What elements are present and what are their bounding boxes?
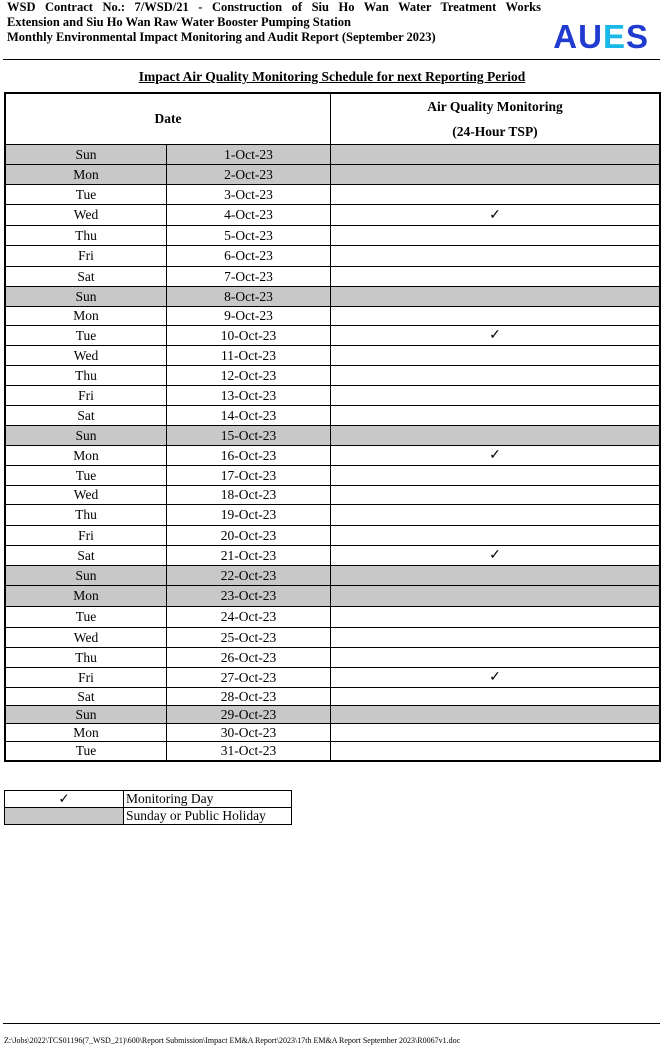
monitoring-cell: [331, 505, 661, 526]
day-cell: Thu: [5, 648, 167, 668]
date-cell: 26-Oct-23: [167, 648, 331, 668]
monitoring-cell: [331, 165, 661, 185]
table-row: [5, 307, 660, 326]
monitoring-cell: [331, 486, 661, 505]
table-row: [5, 386, 660, 406]
day-cell: Sat: [5, 267, 167, 287]
logo-text-tail: S: [625, 18, 649, 55]
date-cell: 21-Oct-23: [167, 546, 331, 566]
date-cell: 27-Oct-23: [167, 668, 331, 688]
day-cell: Thu: [5, 505, 167, 526]
date-cell: 13-Oct-23: [167, 386, 331, 406]
monitoring-cell: [331, 145, 661, 165]
table-row: [5, 165, 660, 185]
day-cell: Sat: [5, 406, 167, 426]
table-row: [5, 326, 660, 346]
monitoring-cell: [331, 346, 661, 366]
monitoring-cell: [331, 546, 661, 566]
day-cell: Fri: [5, 386, 167, 406]
monitoring-cell: [331, 706, 661, 724]
table-row: [5, 406, 660, 426]
day-cell: Wed: [5, 346, 167, 366]
date-cell: 17-Oct-23: [167, 466, 331, 486]
check-icon: ✓: [489, 548, 501, 563]
table-row: [5, 706, 660, 724]
table-row: [5, 287, 660, 307]
day-cell: Sun: [5, 145, 167, 165]
schedule-title-text: Impact Air Quality Monitoring Schedule for next Reporting Period: [138, 69, 526, 84]
legend-monitoring-label: Monitoring Day: [124, 791, 292, 808]
check-icon: ✓: [5, 791, 124, 808]
monitoring-cell: [331, 287, 661, 307]
monitoring-cell: [331, 648, 661, 668]
legend-row-holiday: [5, 808, 292, 825]
monitoring-cell: [331, 426, 661, 446]
holiday-swatch: [5, 808, 124, 825]
table-row: [5, 246, 660, 267]
header-project-line: Extension and Siu Ho Wan Raw Water Booster Pumping Station: [7, 15, 351, 29]
table-row: [5, 446, 660, 466]
monitoring-cell: [331, 267, 661, 287]
date-cell: 4-Oct-23: [167, 205, 331, 226]
date-cell: 11-Oct-23: [167, 346, 331, 366]
date-cell: 19-Oct-23: [167, 505, 331, 526]
date-cell: 14-Oct-23: [167, 406, 331, 426]
table-row: [5, 366, 660, 386]
table-row: [5, 566, 660, 586]
table-row: [5, 486, 660, 505]
day-cell: Mon: [5, 446, 167, 466]
date-cell: 22-Oct-23: [167, 566, 331, 586]
footer-path: Z:\Jobs\2022\TCS01196(7_WSD_21)\600\Report Submission\Impact EM&A Report\2023\17th EM&A Report September 2023\R0067v1.doc: [4, 1036, 461, 1045]
day-cell: Tue: [5, 326, 167, 346]
day-cell: Fri: [5, 246, 167, 267]
table-row: [5, 226, 660, 246]
monitoring-cell: [331, 466, 661, 486]
table-row: [5, 688, 660, 706]
check-icon: ✓: [489, 670, 501, 685]
table-row: [5, 742, 660, 761]
date-cell: 5-Oct-23: [167, 226, 331, 246]
date-cell: 10-Oct-23: [167, 326, 331, 346]
monitoring-cell: [331, 226, 661, 246]
date-cell: 9-Oct-23: [167, 307, 331, 326]
date-cell: 16-Oct-23: [167, 446, 331, 466]
table-row: [5, 628, 660, 648]
date-cell: 28-Oct-23: [167, 688, 331, 706]
day-cell: Wed: [5, 486, 167, 505]
date-cell: 20-Oct-23: [167, 526, 331, 546]
monitoring-header-line2: (24-Hour TSP): [452, 124, 538, 139]
table-row: [5, 205, 660, 226]
table-row: [5, 145, 660, 165]
header-divider: [3, 59, 660, 60]
day-cell: Mon: [5, 586, 167, 607]
date-cell: 1-Oct-23: [167, 145, 331, 165]
table-row: [5, 185, 660, 205]
day-cell: Tue: [5, 607, 167, 628]
date-cell: 2-Oct-23: [167, 165, 331, 185]
date-cell: 15-Oct-23: [167, 426, 331, 446]
monitoring-cell: [331, 366, 661, 386]
table-row: [5, 526, 660, 546]
day-cell: Tue: [5, 466, 167, 486]
monitoring-cell: [331, 205, 661, 226]
table-row: [5, 546, 660, 566]
table-row: [5, 648, 660, 668]
check-icon: ✓: [489, 448, 501, 463]
date-cell: 7-Oct-23: [167, 267, 331, 287]
day-cell: Tue: [5, 742, 167, 761]
monitoring-header-line1: Air Quality Monitoring: [427, 99, 563, 114]
day-cell: Sun: [5, 287, 167, 307]
header-contract-line: WSD Contract No.: 7/WSD/21 - Construction of Siu Ho Wan Water Treatment Works: [7, 0, 541, 14]
monitoring-cell: [331, 668, 661, 688]
date-cell: 24-Oct-23: [167, 607, 331, 628]
date-cell: 30-Oct-23: [167, 724, 331, 742]
schedule-header-row: [5, 93, 660, 145]
monitoring-cell: [331, 628, 661, 648]
legend-table: [4, 790, 292, 825]
footer-divider: [3, 1023, 660, 1024]
day-cell: Wed: [5, 628, 167, 648]
date-cell: 12-Oct-23: [167, 366, 331, 386]
monitoring-cell: [331, 566, 661, 586]
date-cell: 31-Oct-23: [167, 742, 331, 761]
monitoring-cell: [331, 386, 661, 406]
table-row: [5, 668, 660, 688]
date-cell: 8-Oct-23: [167, 287, 331, 307]
logo-text-main: AU: [553, 18, 603, 55]
monitoring-cell: [331, 724, 661, 742]
date-header: Date: [5, 93, 331, 145]
date-cell: 25-Oct-23: [167, 628, 331, 648]
day-cell: Tue: [5, 185, 167, 205]
date-cell: 6-Oct-23: [167, 246, 331, 267]
table-row: [5, 267, 660, 287]
logo-text-accent: E: [602, 18, 626, 55]
schedule-table: [4, 92, 661, 762]
table-row: [5, 724, 660, 742]
table-row: [5, 586, 660, 607]
legend-row-monitoring: [5, 791, 292, 808]
legend-holiday-label: Sunday or Public Holiday: [124, 808, 292, 825]
date-cell: 29-Oct-23: [167, 706, 331, 724]
day-cell: Mon: [5, 307, 167, 326]
day-cell: Thu: [5, 226, 167, 246]
date-cell: 18-Oct-23: [167, 486, 331, 505]
day-cell: Fri: [5, 668, 167, 688]
check-icon: ✓: [489, 207, 501, 223]
day-cell: Fri: [5, 526, 167, 546]
monitoring-cell: [331, 185, 661, 205]
monitoring-cell: [331, 688, 661, 706]
schedule-body: [5, 145, 660, 761]
day-cell: Sat: [5, 546, 167, 566]
table-row: [5, 607, 660, 628]
monitoring-cell: [331, 526, 661, 546]
day-cell: Wed: [5, 205, 167, 226]
date-cell: 3-Oct-23: [167, 185, 331, 205]
monitoring-cell: [331, 406, 661, 426]
monitoring-cell: [331, 307, 661, 326]
schedule-title: [0, 68, 664, 86]
monitoring-cell: [331, 742, 661, 761]
monitoring-cell: [331, 586, 661, 607]
table-row: [5, 466, 660, 486]
table-row: [5, 346, 660, 366]
table-row: [5, 505, 660, 526]
day-cell: Mon: [5, 724, 167, 742]
day-cell: Sun: [5, 706, 167, 724]
day-cell: Sun: [5, 566, 167, 586]
day-cell: Sat: [5, 688, 167, 706]
monitoring-cell: [331, 446, 661, 466]
table-row: [5, 426, 660, 446]
day-cell: Mon: [5, 165, 167, 185]
aues-logo: [553, 20, 649, 54]
monitoring-cell: [331, 607, 661, 628]
report-header: [7, 0, 657, 55]
day-cell: Thu: [5, 366, 167, 386]
monitoring-cell: [331, 326, 661, 346]
monitoring-header: [331, 93, 661, 145]
monitoring-cell: [331, 246, 661, 267]
day-cell: Sun: [5, 426, 167, 446]
header-report-line: Monthly Environmental Impact Monitoring and Audit Report (September 2023): [7, 30, 436, 44]
check-icon: ✓: [489, 328, 501, 343]
date-cell: 23-Oct-23: [167, 586, 331, 607]
